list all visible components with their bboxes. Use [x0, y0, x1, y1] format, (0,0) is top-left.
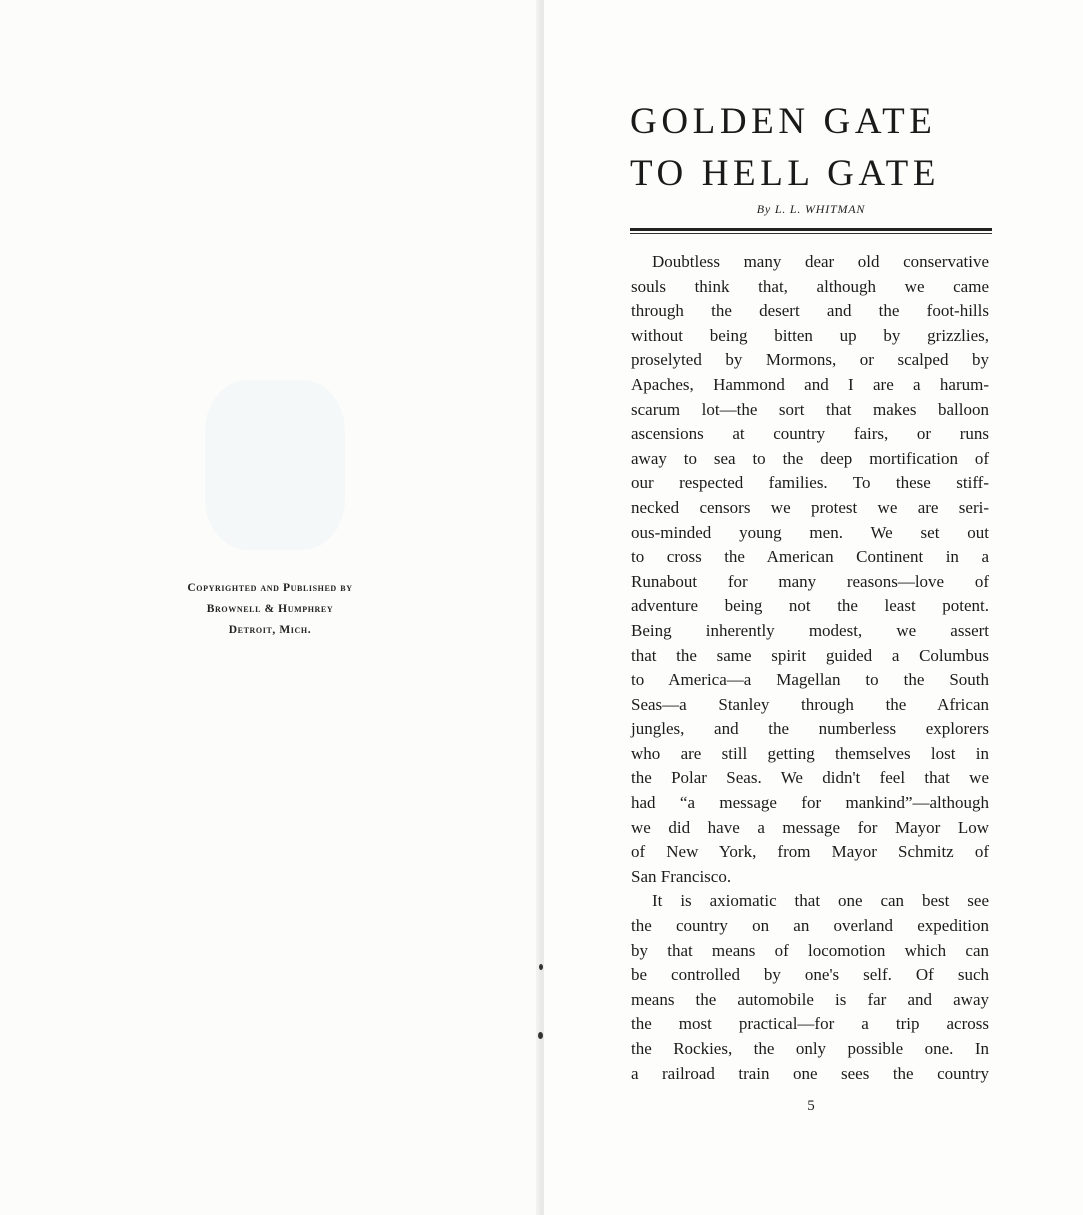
text-line: the country on an overland expedition [631, 916, 989, 936]
text-line: be controlled by one's self. Of such [631, 965, 989, 985]
left-page [0, 0, 541, 1215]
author-byline: By L. L. WHITMAN [756, 202, 866, 216]
imprint-line-copyright: Copyrighted and Published by [187, 582, 353, 594]
text-line: the Polar Seas. We didn't feel that we [631, 768, 989, 788]
text-line: of New York, from Mayor Schmitz of [631, 842, 989, 862]
text-line: through the desert and the foot-hills [631, 301, 989, 321]
text-line: who are still getting themselves lost in [631, 743, 989, 763]
text-line: to America—a Magellan to the South [631, 670, 989, 690]
title-rule-thick [630, 228, 992, 231]
text-line: our respected families. To these stiff- [631, 473, 989, 493]
text-line: ascensions at country fairs, or runs [631, 424, 989, 444]
text-line: scarum lot—the sort that makes balloon [631, 399, 989, 419]
text-line: the most practical—for a trip across [631, 1014, 989, 1034]
text-line: souls think that, although we came [631, 276, 989, 296]
text-line: that the same spirit guided a Columbus [631, 645, 989, 665]
page-number: 5 [807, 1098, 815, 1114]
text-line: by that means of locomotion which can [631, 940, 989, 960]
text-line: necked censors we protest we are seri- [631, 497, 989, 517]
text-line: Apaches, Hammond and I are a harum- [631, 374, 989, 394]
text-line: ous-minded young men. We set out [631, 522, 989, 542]
text-line: It is axiomatic that one can best see [652, 891, 989, 911]
text-line: adventure being not the least potent. [631, 596, 989, 616]
imprint-line-city: Detroit, Mich. [228, 624, 312, 636]
text-line: Being inherently modest, we assert [631, 620, 989, 640]
text-line: jungles, and the numberless explorers [631, 719, 989, 739]
text-line: San Francisco. [631, 866, 732, 886]
text-line: the Rockies, the only possible one. In [631, 1039, 989, 1058]
title-rule-thin [630, 233, 992, 234]
text-line: Seas—a Stanley through the African [631, 694, 989, 714]
gutter-speck [538, 1032, 543, 1039]
text-line: we did have a message for Mayor Low [631, 817, 989, 837]
text-line: without being bitten up by grizzlies, [631, 325, 989, 345]
text-line: had “a message for mankind”—although [631, 793, 989, 813]
text-line: Runabout for many reasons—love of [631, 571, 989, 591]
show-through-shadow [205, 380, 345, 550]
text-line: proselyted by Mormons, or scalped by [631, 350, 989, 370]
imprint-line-publisher: Brownell & Humphrey [206, 603, 334, 615]
text-line: Doubtless many dear old conservative [652, 252, 989, 271]
body-text [631, 250, 989, 1086]
copyright-imprint [120, 578, 420, 641]
gutter-speck [539, 964, 543, 970]
chapter-title-line-1: GOLDEN GATE [630, 101, 937, 142]
chapter-title-line-2: TO HELL GATE [630, 153, 941, 194]
text-line: to cross the American Continent in a [631, 547, 989, 567]
text-line: away to sea to the deep mortification of [631, 448, 989, 468]
text-line: a railroad train one sees the country [631, 1063, 989, 1083]
text-line: means the automobile is far and away [631, 989, 989, 1009]
